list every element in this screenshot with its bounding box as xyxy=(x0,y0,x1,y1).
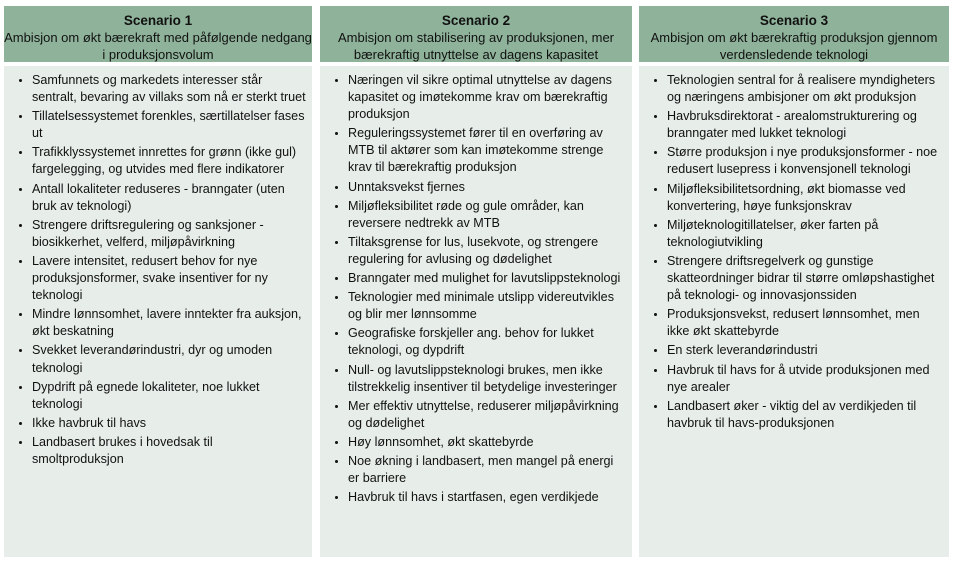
scenario-3-list xyxy=(649,72,943,432)
list-item: • Mindre lønnsomhet, lavere inntekter fra auksjon, økt beskatning xyxy=(32,306,306,340)
list-item: • Null- og lavutslippsteknologi brukes, men ikke tilstrekkelig insentiver til betydelige investeringer xyxy=(348,362,626,396)
scenario-2-list xyxy=(330,72,626,506)
list-item: • Teknologier med minimale utslipp videreutvikles og blir mer lønnsomme xyxy=(348,289,626,323)
scenario-1-column xyxy=(4,6,312,557)
list-item: • Strengere driftsregulering og sanksjoner - biosikkerhet, velferd, miljøpåvirkning xyxy=(32,217,306,251)
scenario-3-body xyxy=(639,66,949,557)
scenario-2-column xyxy=(320,6,632,557)
list-item: • Dypdrift på egnede lokaliteter, noe lukket teknologi xyxy=(32,379,306,413)
list-item: • Landbasert øker - viktig del av verdikjeden til havbruk til havs-produksjonen xyxy=(667,398,943,432)
scenario-1-body xyxy=(4,66,312,557)
list-item: • Havbruk til havs i startfasen, egen verdikjede xyxy=(348,489,626,506)
list-item: • Strengere driftsregelverk og gunstige skatteordninger bidrar til større omløpshastighet på teknologi- og innovasjonssiden xyxy=(667,253,943,304)
scenario-3-subtitle: Ambisjon om økt bærekraftig produksjon gjennom verdensledende teknologi xyxy=(650,30,938,62)
scenario-1-header xyxy=(4,6,312,62)
scenario-1-list xyxy=(14,72,306,468)
list-item: • Produksjonsvekst, redusert lønnsomhet, men ikke økt skattebyrde xyxy=(667,306,943,340)
list-item: • Mer effektiv utnyttelse, reduserer miljøpåvirkning og dødelighet xyxy=(348,398,626,432)
list-item: • Teknologien sentral for å realisere myndigheters og næringens ambisjoner om økt produksjon xyxy=(667,72,943,106)
list-item: • Tillatelsessystemet forenkles, særtillatelser fases ut xyxy=(32,108,306,142)
scenario-3-header xyxy=(639,6,949,62)
list-item: • Tiltaksgrense for lus, lusekvote, og strengere regulering for avlusing og dødelighet xyxy=(348,234,626,268)
list-item: • Miljøteknologitillatelser, øker farten på teknologiutvikling xyxy=(667,217,943,251)
scenario-3-column xyxy=(639,6,949,557)
scenario-2-body xyxy=(320,66,632,557)
list-item: • Landbasert brukes i hovedsak til smoltproduksjon xyxy=(32,434,306,468)
scenario-2-header xyxy=(320,6,632,62)
list-item: • Unntaksvekst fjernes xyxy=(348,179,626,196)
list-item: • Branngater med mulighet for lavutslippsteknologi xyxy=(348,270,626,287)
scenario-2-title: Scenario 2 xyxy=(441,13,511,28)
list-item: • Miljøfleksibilitet røde og gule områder, kan reversere nedtrekk av MTB xyxy=(348,198,626,232)
list-item: • Havbruksdirektorat - arealomstrukturering og branngater med lukket teknologi xyxy=(667,108,943,142)
list-item: • En sterk leverandørindustri xyxy=(667,342,943,359)
scenario-2-subtitle: Ambisjon om stabilisering av produksjonen, mer bærekraftig utnyttelse av dagens kapasitet xyxy=(337,30,614,62)
list-item: • Antall lokaliteter reduseres - branngater (uten bruk av teknologi) xyxy=(32,181,306,215)
list-item: • Havbruk til havs for å utvide produksjonen med nye arealer xyxy=(667,362,943,396)
list-item: • Trafikklyssystemet innrettes for grønn (ikke gul) fargelegging, og utvides med flere indikatorer xyxy=(32,144,306,178)
scenario-3-title: Scenario 3 xyxy=(759,13,829,28)
list-item: • Geografiske forskjeller ang. behov for lukket teknologi, og dypdrift xyxy=(348,325,626,359)
list-item: • Større produksjon i nye produksjonsformer - noe redusert lusepress i konvensjonell teknologi xyxy=(667,144,943,178)
list-item: • Ikke havbruk til havs xyxy=(32,415,306,432)
list-item: • Reguleringssystemet fører til en overføring av MTB til aktører som kan imøtekomme strenge krav til bærekraftig produksjon xyxy=(348,125,626,176)
scenario-1-title: Scenario 1 xyxy=(123,13,193,28)
list-item: • Næringen vil sikre optimal utnyttelse av dagens kapasitet og imøtekomme krav om bærekraftig produksjon xyxy=(348,72,626,123)
list-item: • Miljøfleksibilitetsordning, økt biomasse ved konvertering, høye funksjonskrav xyxy=(667,181,943,215)
list-item: • Samfunnets og markedets interesser står sentralt, bevaring av villaks som nå er sterkt truet xyxy=(32,72,306,106)
scenario-1-subtitle: Ambisjon om økt bærekraft med påfølgende nedgang i produksjonsvolum xyxy=(4,30,312,62)
list-item: • Høy lønnsomhet, økt skattebyrde xyxy=(348,434,626,451)
list-item: • Noe økning i landbasert, men mangel på energi er barriere xyxy=(348,453,626,487)
list-item: • Svekket leverandørindustri, dyr og umoden teknologi xyxy=(32,342,306,376)
list-item: • Lavere intensitet, redusert behov for nye produksjonsformer, svake insentiver for ny teknologi xyxy=(32,253,306,304)
